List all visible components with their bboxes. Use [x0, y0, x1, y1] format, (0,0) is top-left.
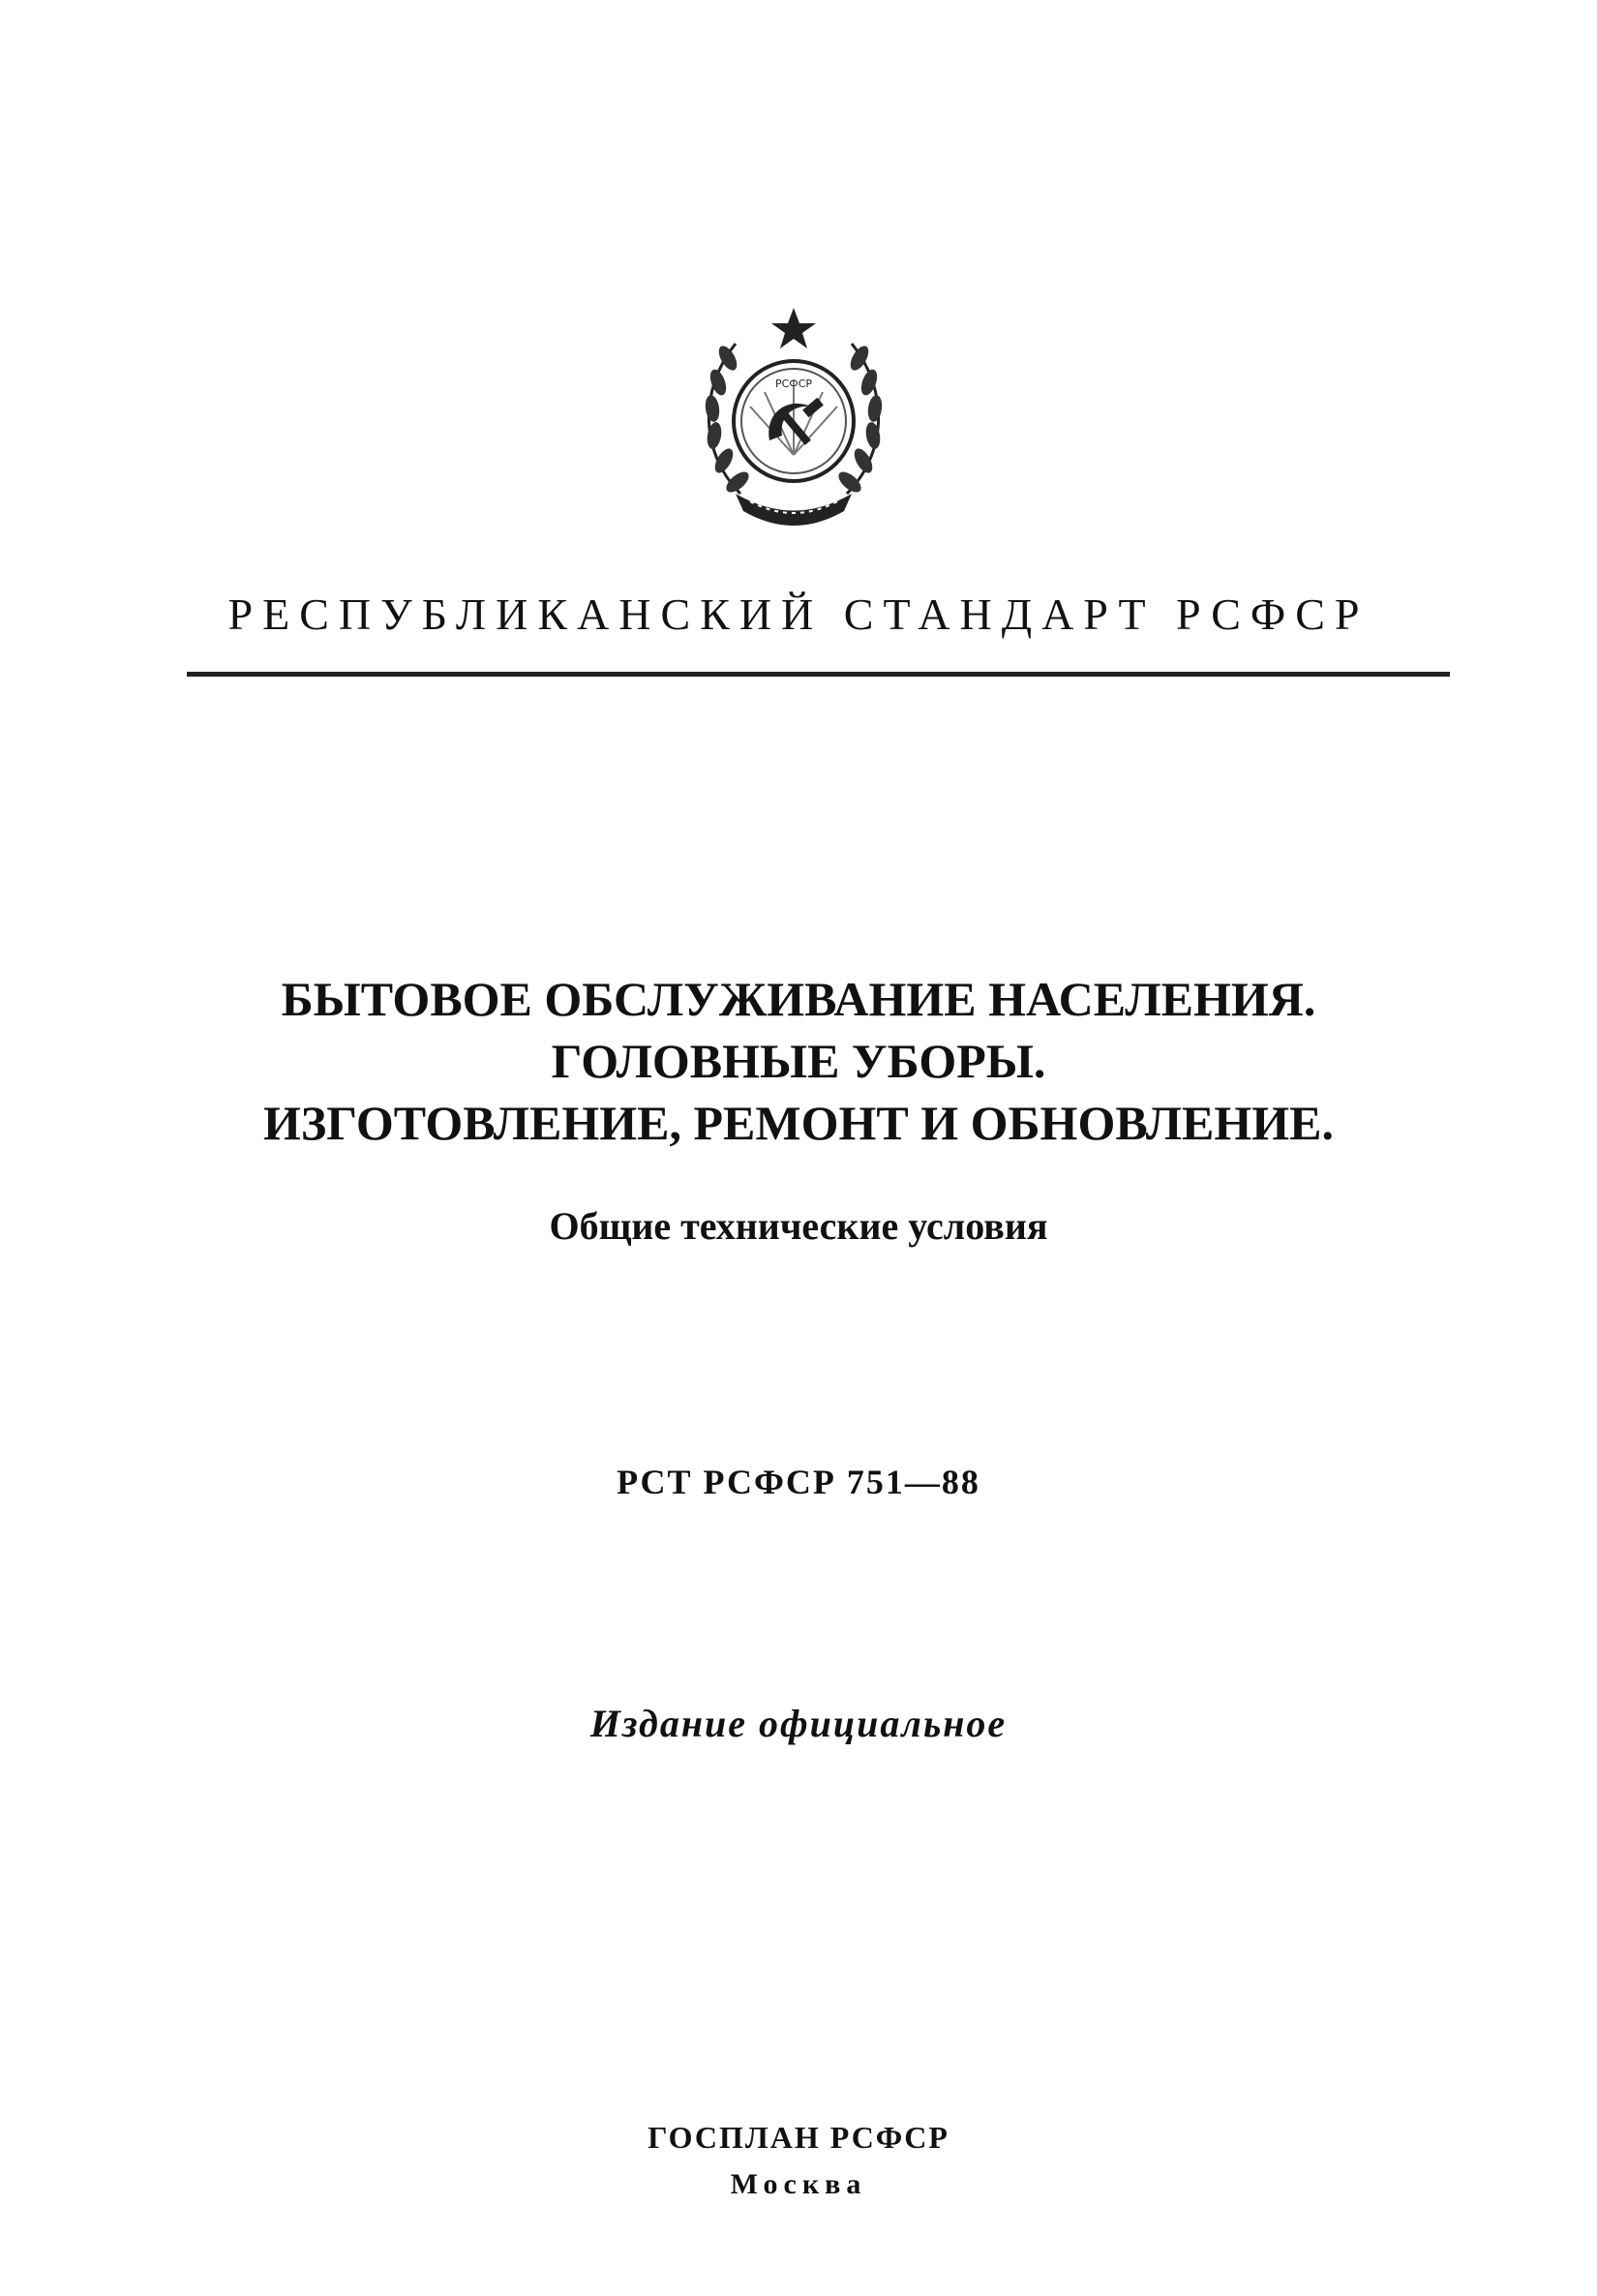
title-line-1: БЫТОВОЕ ОБСЛУЖИВАНИЕ НАСЕЛЕНИЯ. [281, 972, 1316, 1026]
svg-text:РСФСР: РСФСР [774, 378, 813, 390]
publisher-name: ГОСПЛАН РСФСР [648, 2120, 949, 2155]
standard-header: РЕСПУБЛИКАНСКИЙ СТАНДАРТ РСФСР [227, 589, 1370, 639]
title-line-2: ГОЛОВНЫЕ УБОРЫ. [551, 1034, 1046, 1088]
publisher-city: Москва [730, 2168, 867, 2200]
edition-note: Издание официальное [589, 1702, 1008, 1745]
header-divider [187, 672, 1450, 677]
title-line-3: ИЗГОТОВЛЕНИЕ, РЕМОНТ И ОБНОВЛЕНИЕ. [262, 1096, 1335, 1150]
document-title [0, 968, 1597, 1154]
rsfsr-coat-of-arms-icon [668, 300, 919, 532]
standard-code: РСТ РСФСР 751—88 [617, 1463, 980, 1501]
document-subtitle: Общие технические условия [549, 1204, 1048, 1248]
